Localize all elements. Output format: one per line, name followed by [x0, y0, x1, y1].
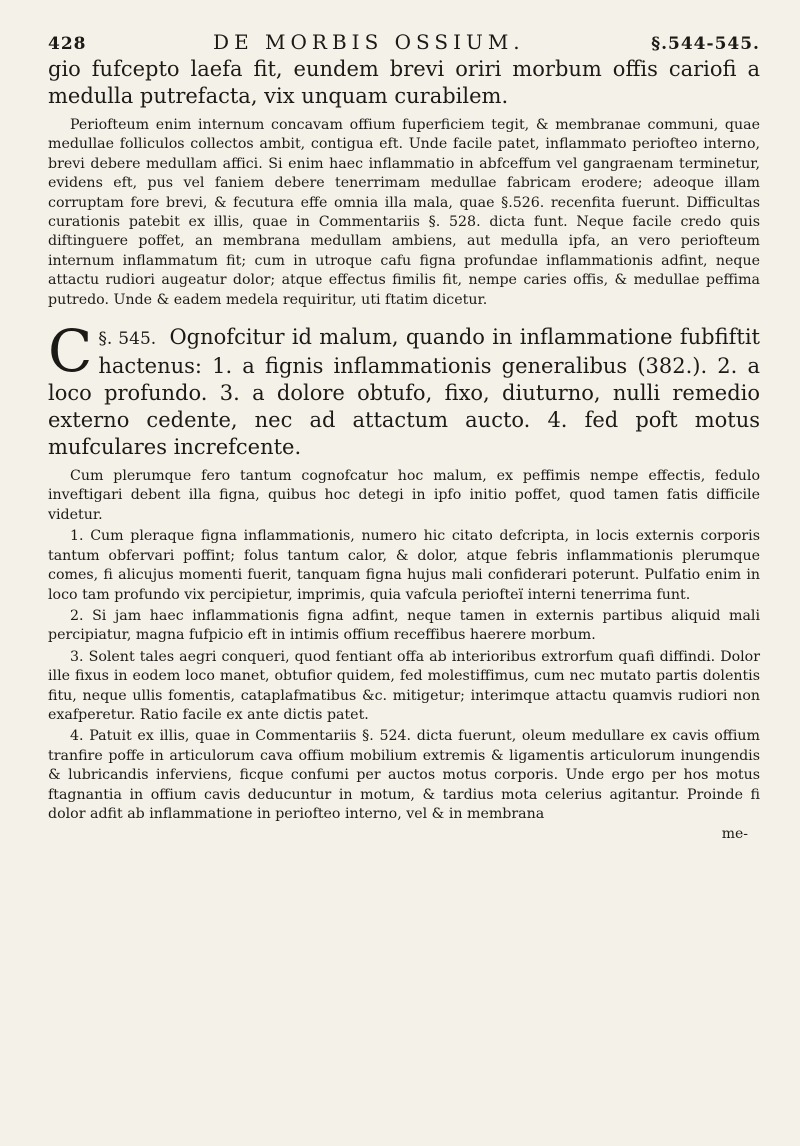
list-item-4: 4. Patuit ex illis, quae in Commentariis §. 524. dicta fuerunt, oleum medullare ex cavis offium tranfire poffe in articulorum cava offium mobilium extremis & ligamentis articulorum inungendis & lubricandis inferviens, ficque confumi per auctos motus corporis. Unde ergo per hos motus ftagnantia in offium cavis deducuntur in motum, & tardius mota celerius agitantur. Proinde fi dolor adfit ab inflammatione in periofteo interno, vel & in membrana — [48, 728, 760, 822]
commentary-paragraph-2: Cum plerumque fero tantum cognofcatur hoc malum, ex peffimis nempe effectis, fedulo inveftigari debent illa figna, quibus hoc detegi in ipfo initio poffet, quod tamen fatis difficile videtur. — [48, 468, 760, 523]
commentary-paragraph-1: Periofteum enim internum concavam offium fuperficiem tegit, & membranae communi, quae medullae folliculos collectos ambit, contigua eft. Unde facile patet, inflammato periofteo interno, brevi debere medullam affici. Si enim haec inflammatio in abfceffum vel gangraenam terminetur, evidens eft, pus vel faniem debere tenerrimam medullae fabricam erodere; adeoque illam corruptam fore brevi, & fecutura effe omnia illa mala, quae §.526. recenfita fuerunt. Difficultas curationis patebit ex illis, quae in Commentariis §. 528. dicta funt. Neque facile credo quis diftinguere poffet, an membrana medullam ambiens, aut medulla ipfa, an vero periofteum internum inflammatum fit; cum in utroque cafu figna profundae inflammationis adfint, neque attactu rudiori augeatur dolor; atque effectus fimilis fit, nempe caries offis, & medullae peffima putredo. Unde & eadem medela requiritur, uti ftatim dicetur. — [48, 117, 760, 308]
section-range: §.544-545. — [651, 34, 760, 54]
section-text: Ognofcitur id malum, quando in inflammatione fubfiftit hactenus: 1. a fignis inflammationis generalibus (382.). 2. a loco profundo. 3. a dolore obtufo, fixo, diuturno, nulli remedio externo cedente, nec ad attactum aucto. 4. fed poft motus mufculares increfcente. — [48, 325, 760, 460]
running-header — [48, 30, 760, 54]
list-item-1: 1. Cum pleraque figna inflammationis, numero hic citato defcripta, in locis externis corporis tantum obfervari poffint; folus tantum calor, & dolor, atque febris inflammationis plerumque comes, fi alicujus momenti fuerit, tanquam figna hujus mali confiderari poterunt. Pulfatio enim in loco tam profundo vix percipietur, imprimis, quia vafcula periofteï interni tenerrima funt. — [48, 528, 760, 603]
section-545 — [48, 317, 760, 461]
list-item-2: 2. Si jam haec inflammationis figna adfint, neque tamen in externis partibus aliquid mali percipiatur, magna fufpicio eft in intimis offium receffibus haerere morbum. — [48, 607, 760, 644]
page-number: 428 — [48, 34, 87, 54]
list-item-3: 3. Solent tales aegri conqueri, quod fentiant offa ab interioribus extrorfum quafi diffindi. Dolor ille fixus in eodem loco manet, obtufior quidem, fed molestiffimus, cum nec mutato partis dolentis fitu, neque ullis fomentis, cataplafmatibus &c. mitigetur; interimque attactu quamvis rudiori non exafperetur. Ratio facile ex ante dictis patet. — [48, 648, 760, 723]
drop-cap: C — [48, 317, 93, 386]
section-number: §. 545. — [98, 329, 157, 350]
running-title: DE MORBIS OSSIUM. — [213, 30, 525, 54]
catchword: me- — [721, 826, 748, 843]
lead-paragraph: gio fufcepto laefa fit, eundem brevi oriri morbum offis cariofi a medulla putrefacta, vix unquam curabilem. — [48, 57, 760, 108]
